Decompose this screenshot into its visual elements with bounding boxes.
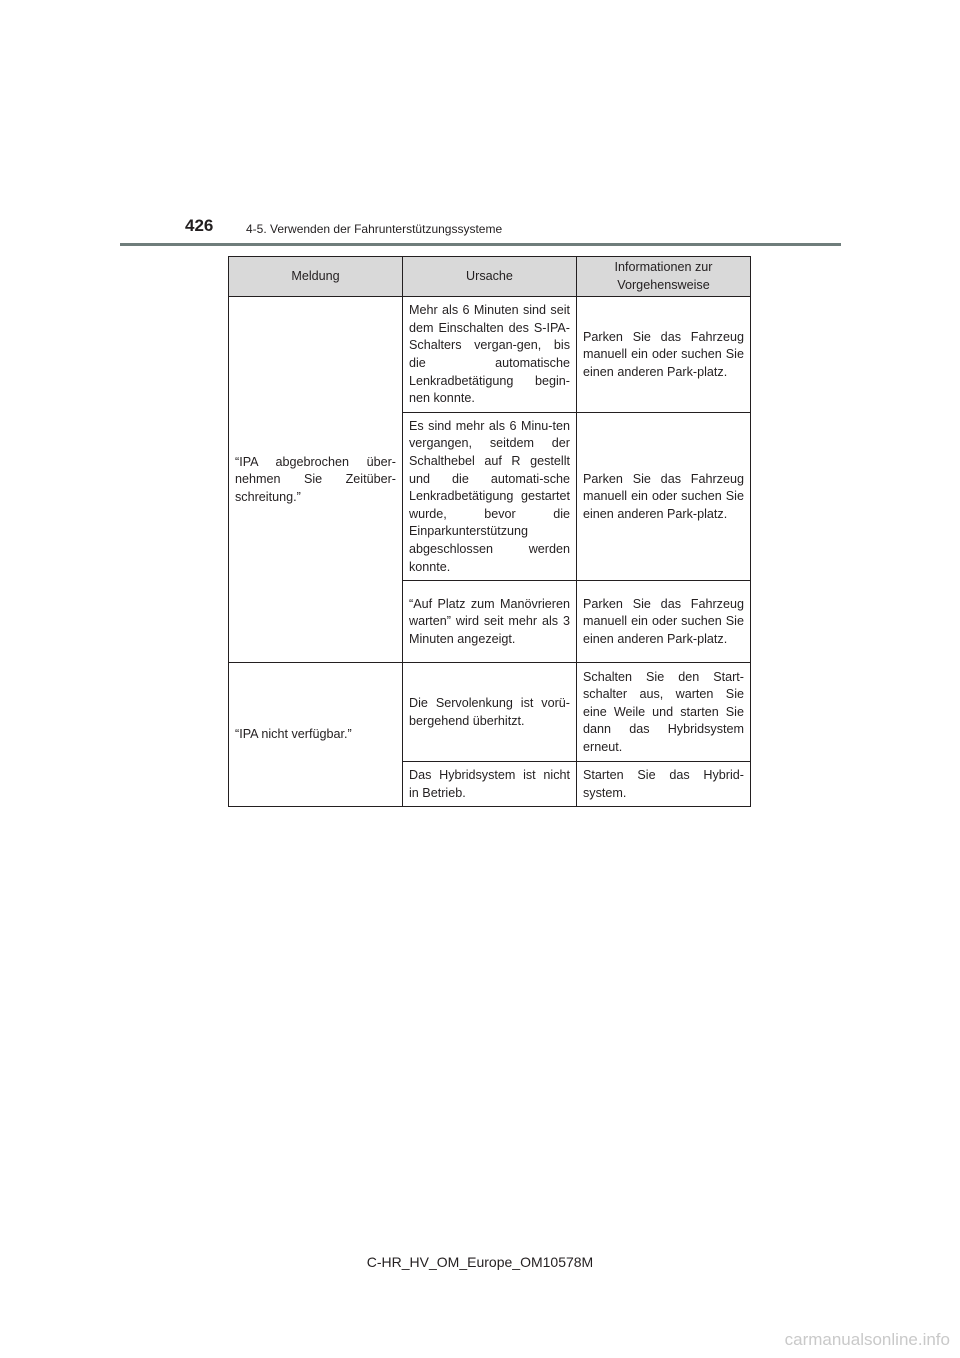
cause-cell: Das Hybridsystem ist nicht in Betrieb. (403, 762, 577, 807)
table-row (229, 297, 751, 413)
action-cell: Parken Sie das Fahrzeug manuell ein oder suchen Sie einen anderen Park-platz. (577, 412, 751, 580)
page-number: 426 (185, 216, 214, 235)
table-header-row (229, 257, 751, 297)
cause-cell: Die Servolenkung ist vorü-bergehend überhitzt. (403, 663, 577, 762)
watermark: carmanualsonline.info (784, 1330, 950, 1349)
action-cell: Schalten Sie den Start-schalter aus, warten Sie eine Weile und starten Sie dann das Hybridsystem erneut. (577, 663, 751, 762)
cause-cell: Mehr als 6 Minuten sind seit dem Einschalten des S-IPA-Schalters vergan-gen, bis die automatische Lenkradbetätigung begin-nen konnte. (403, 297, 577, 413)
cause-cell: Es sind mehr als 6 Minu-ten vergangen, seitdem der Schalthebel auf R gestellt und die automati-sche Lenkradbetätigung gestartet wurde, bevor die Einparkunterstützung abgeschlossen werden konnte. (403, 412, 577, 580)
cause-cell: “Auf Platz zum Manövrieren warten” wird seit mehr als 3 Minuten angezeigt. (403, 581, 577, 663)
section-title: 4-5. Verwenden der Fahrunterstützungssysteme (246, 222, 503, 236)
action-cell: Parken Sie das Fahrzeug manuell ein oder suchen Sie einen anderen Park-platz. (577, 581, 751, 663)
table-row (229, 663, 751, 762)
header-rule (120, 243, 841, 246)
column-header-informationen: Informationen zur Vorgehensweise (577, 257, 751, 297)
action-cell: Starten Sie das Hybrid-system. (577, 762, 751, 807)
column-header-meldung: Meldung (229, 257, 403, 297)
message-table (228, 256, 751, 807)
action-cell: Parken Sie das Fahrzeug manuell ein oder suchen Sie einen anderen Park-platz. (577, 297, 751, 413)
message-cell: “IPA abgebrochen über-nehmen Sie Zeitüber-schreitung.” (229, 297, 403, 663)
column-header-ursache: Ursache (403, 257, 577, 297)
message-cell: “IPA nicht verfügbar.” (229, 663, 403, 807)
manual-code: C-HR_HV_OM_Europe_OM10578M (366, 1254, 594, 1270)
